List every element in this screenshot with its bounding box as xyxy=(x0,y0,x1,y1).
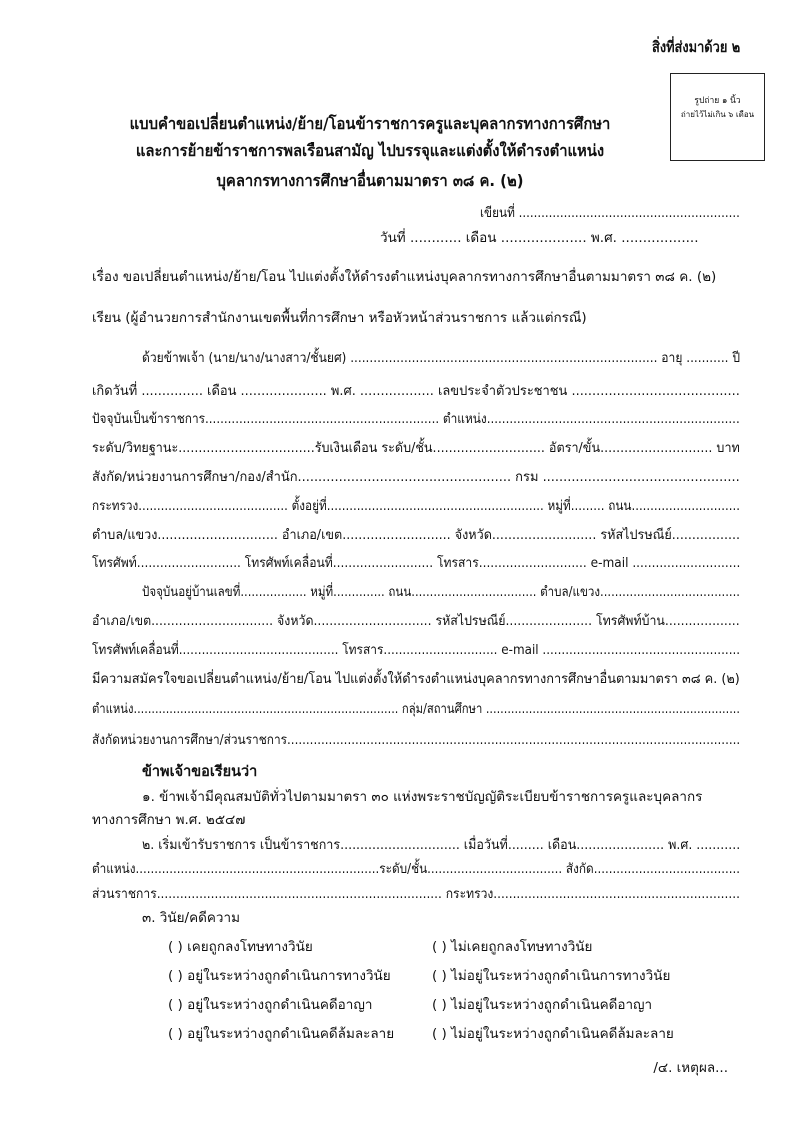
affiliation-field[interactable]: สังกัด/หน่วยงานการศึกษา/กอง/สำนัก.................................................... กรม ................................................ xyxy=(92,469,740,485)
birth-and-id-field[interactable]: เกิดวันที่ ............... เดือน ..................... พ.ศ. .................. เลขประจำตัวประชาชน ......................................... xyxy=(92,383,740,399)
item-2-position-field[interactable]: ตำแหน่ง.................................................................ระดับ/ชั้น.................................... สังกัด....................................... xyxy=(92,861,740,877)
current-position-field[interactable]: ปัจจุบันเป็นข้าราชการ.............................................................. ตำแหน่ง................................................................... xyxy=(92,411,740,427)
form-title-line-2: และการย้ายข้าราชการพลเรือนสามัญ ไปบรรจุและแต่งตั้งให้ดำรงตำแหน่ง xyxy=(135,141,605,160)
item-1-line-2: ทางการศึกษา พ.ศ. ๒๕๔๗ xyxy=(92,812,246,828)
office-contact-field[interactable]: โทรศัพท์........................... โทรศัพท์เคลื่อนที่.......................... โทรสาร............................ e-mail ............................ xyxy=(92,555,741,571)
intent-statement: มีความสมัครใจขอเปลี่ยนตำแหน่ง/ย้าย/โอน ไปแต่งตั้งให้ดำรงตำแหน่งบุคลากรทางการศึกษาอื่นตามมาตรา ๓๘ ค. (๒) xyxy=(92,671,740,687)
continue-note: /๔. เหตุผล... xyxy=(653,1060,728,1076)
checkbox-under-disciplinary-action[interactable]: ( ) อยู่ในระหว่างถูกดำเนินการทางวินัย xyxy=(168,968,391,984)
form-title-line-3: บุคลากรทางการศึกษาอื่นตามมาตรา ๓๘ ค. (๒) xyxy=(216,171,524,190)
checkbox-not-under-criminal-case[interactable]: ( ) ไม่อยู่ในระหว่างถูกดำเนินคดีอาญา xyxy=(432,997,653,1013)
item-1-line-1: ๑. ข้าพเจ้ามีคุณสมบัติทั่วไปตามมาตรา ๓๐ แห่งพระราชบัญญัติระเบียบข้าราชการครูและบุคลากร xyxy=(142,789,703,805)
rank-salary-field[interactable]: ระดับ/วิทยฐานะ..................................รับเงินเดือน ระดับ/ชั้น............................ อัตรา/ขั้น............................ บาท xyxy=(92,440,740,456)
home-district-field[interactable]: อำเภอ/เขต............................... จังหวัด.............................. รหัสไปรษณีย์...................... โทรศัพท์บ้าน................... xyxy=(92,613,740,629)
checkbox-not-disciplined[interactable]: ( ) ไม่เคยถูกลงโทษทางวินัย xyxy=(432,939,593,955)
date-field[interactable]: วันที่ ............ เดือน .................... พ.ศ. .................. xyxy=(380,230,699,246)
applicant-name-field[interactable]: ด้วยข้าพเจ้า (นาย/นาง/นางสาว/ชั้นยศ) ................................................................................ อายุ ........... ปี xyxy=(142,350,741,366)
checkbox-not-under-disciplinary-action[interactable]: ( ) ไม่อยู่ในระหว่างถูกดำเนินการทางวินัย xyxy=(432,968,671,984)
attachment-label: สิ่งที่ส่งมาด้วย ๒ xyxy=(651,38,741,56)
written-at-field[interactable]: เขียนที่ ........................................................... xyxy=(480,205,740,221)
photo-size-note: รูปถ่าย ๑ นิ้ว xyxy=(694,96,741,106)
checkbox-not-under-bankruptcy-case[interactable]: ( ) ไม่อยู่ในระหว่างถูกดำเนินคดีล้มละลาย xyxy=(432,1026,674,1042)
request-heading: ข้าพเจ้าขอเรียนว่า xyxy=(142,764,258,780)
item-2-start-date-field[interactable]: ๒. เริ่มเข้ารับราชการ เป็นข้าราชการ.............................. เมื่อวันที่......... เดือน...................... พ.ศ. ........... xyxy=(142,837,741,853)
subject-line: เรื่อง ขอเปลี่ยนตำแหน่ง/ย้าย/โอน ไปแต่งตั้งให้ดำรงตำแหน่งบุคลากรทางการศึกษาอื่นตามมาตรา ๓๘ ค. (๒) xyxy=(92,269,717,285)
photo-age-note: ถ่ายไว้ไม่เกิน ๖ เดือน xyxy=(680,110,755,119)
checkbox-under-bankruptcy-case[interactable]: ( ) อยู่ในระหว่างถูกดำเนินคดีล้มละลาย xyxy=(168,1026,395,1042)
ministry-location-field[interactable]: กระทรวง........................................ ตั้งอยู่ที่.......................................................... หมู่ที่......... ถนน............................. xyxy=(92,498,740,514)
form-title-line-1: แบบคำขอเปลี่ยนตำแหน่ง/ย้าย/โอนข้าราชการครูและบุคลากรทางการศึกษา xyxy=(129,114,611,133)
recipient-line: เรียน (ผู้อำนวยการสำนักงานเขตพื้นที่การศึกษา หรือหัวหน้าส่วนราชการ แล้วแต่กรณี) xyxy=(92,310,587,326)
item-2-agency-field[interactable]: ส่วนราชการ.......................................................................... กระทรวง................................................................ xyxy=(92,886,740,902)
checkbox-under-criminal-case[interactable]: ( ) อยู่ในระหว่างถูกดำเนินคดีอาญา xyxy=(168,997,373,1013)
office-address-field[interactable]: ตำบล/แขวง.............................. อำเภอ/เขต........................... จังหวัด.......................... รหัสไปรษณีย์................. xyxy=(92,527,741,543)
target-position-field[interactable]: ตำแหน่ง.......................................................................... กลุ่ม/สถานศึกษา ....................................................................... xyxy=(92,701,740,717)
item-3-heading: ๓. วินัย/คดีความ xyxy=(142,910,240,926)
home-contact-field[interactable]: โทรศัพท์เคลื่อนที่.......................................... โทรสาร.............................. e-mail .................................................... xyxy=(92,642,741,658)
target-agency-field[interactable]: สังกัดหน่วยงานการศึกษา/ส่วนราชการ........................................................................................................................ xyxy=(92,732,741,748)
checkbox-disciplined[interactable]: ( ) เคยถูกลงโทษทางวินัย xyxy=(168,939,313,955)
home-address-field[interactable]: ปัจจุบันอยู่บ้านเลขที่.................. หมู่ที่.............. ถนน.................................. ตำบล/แขวง...................................... xyxy=(142,584,740,600)
